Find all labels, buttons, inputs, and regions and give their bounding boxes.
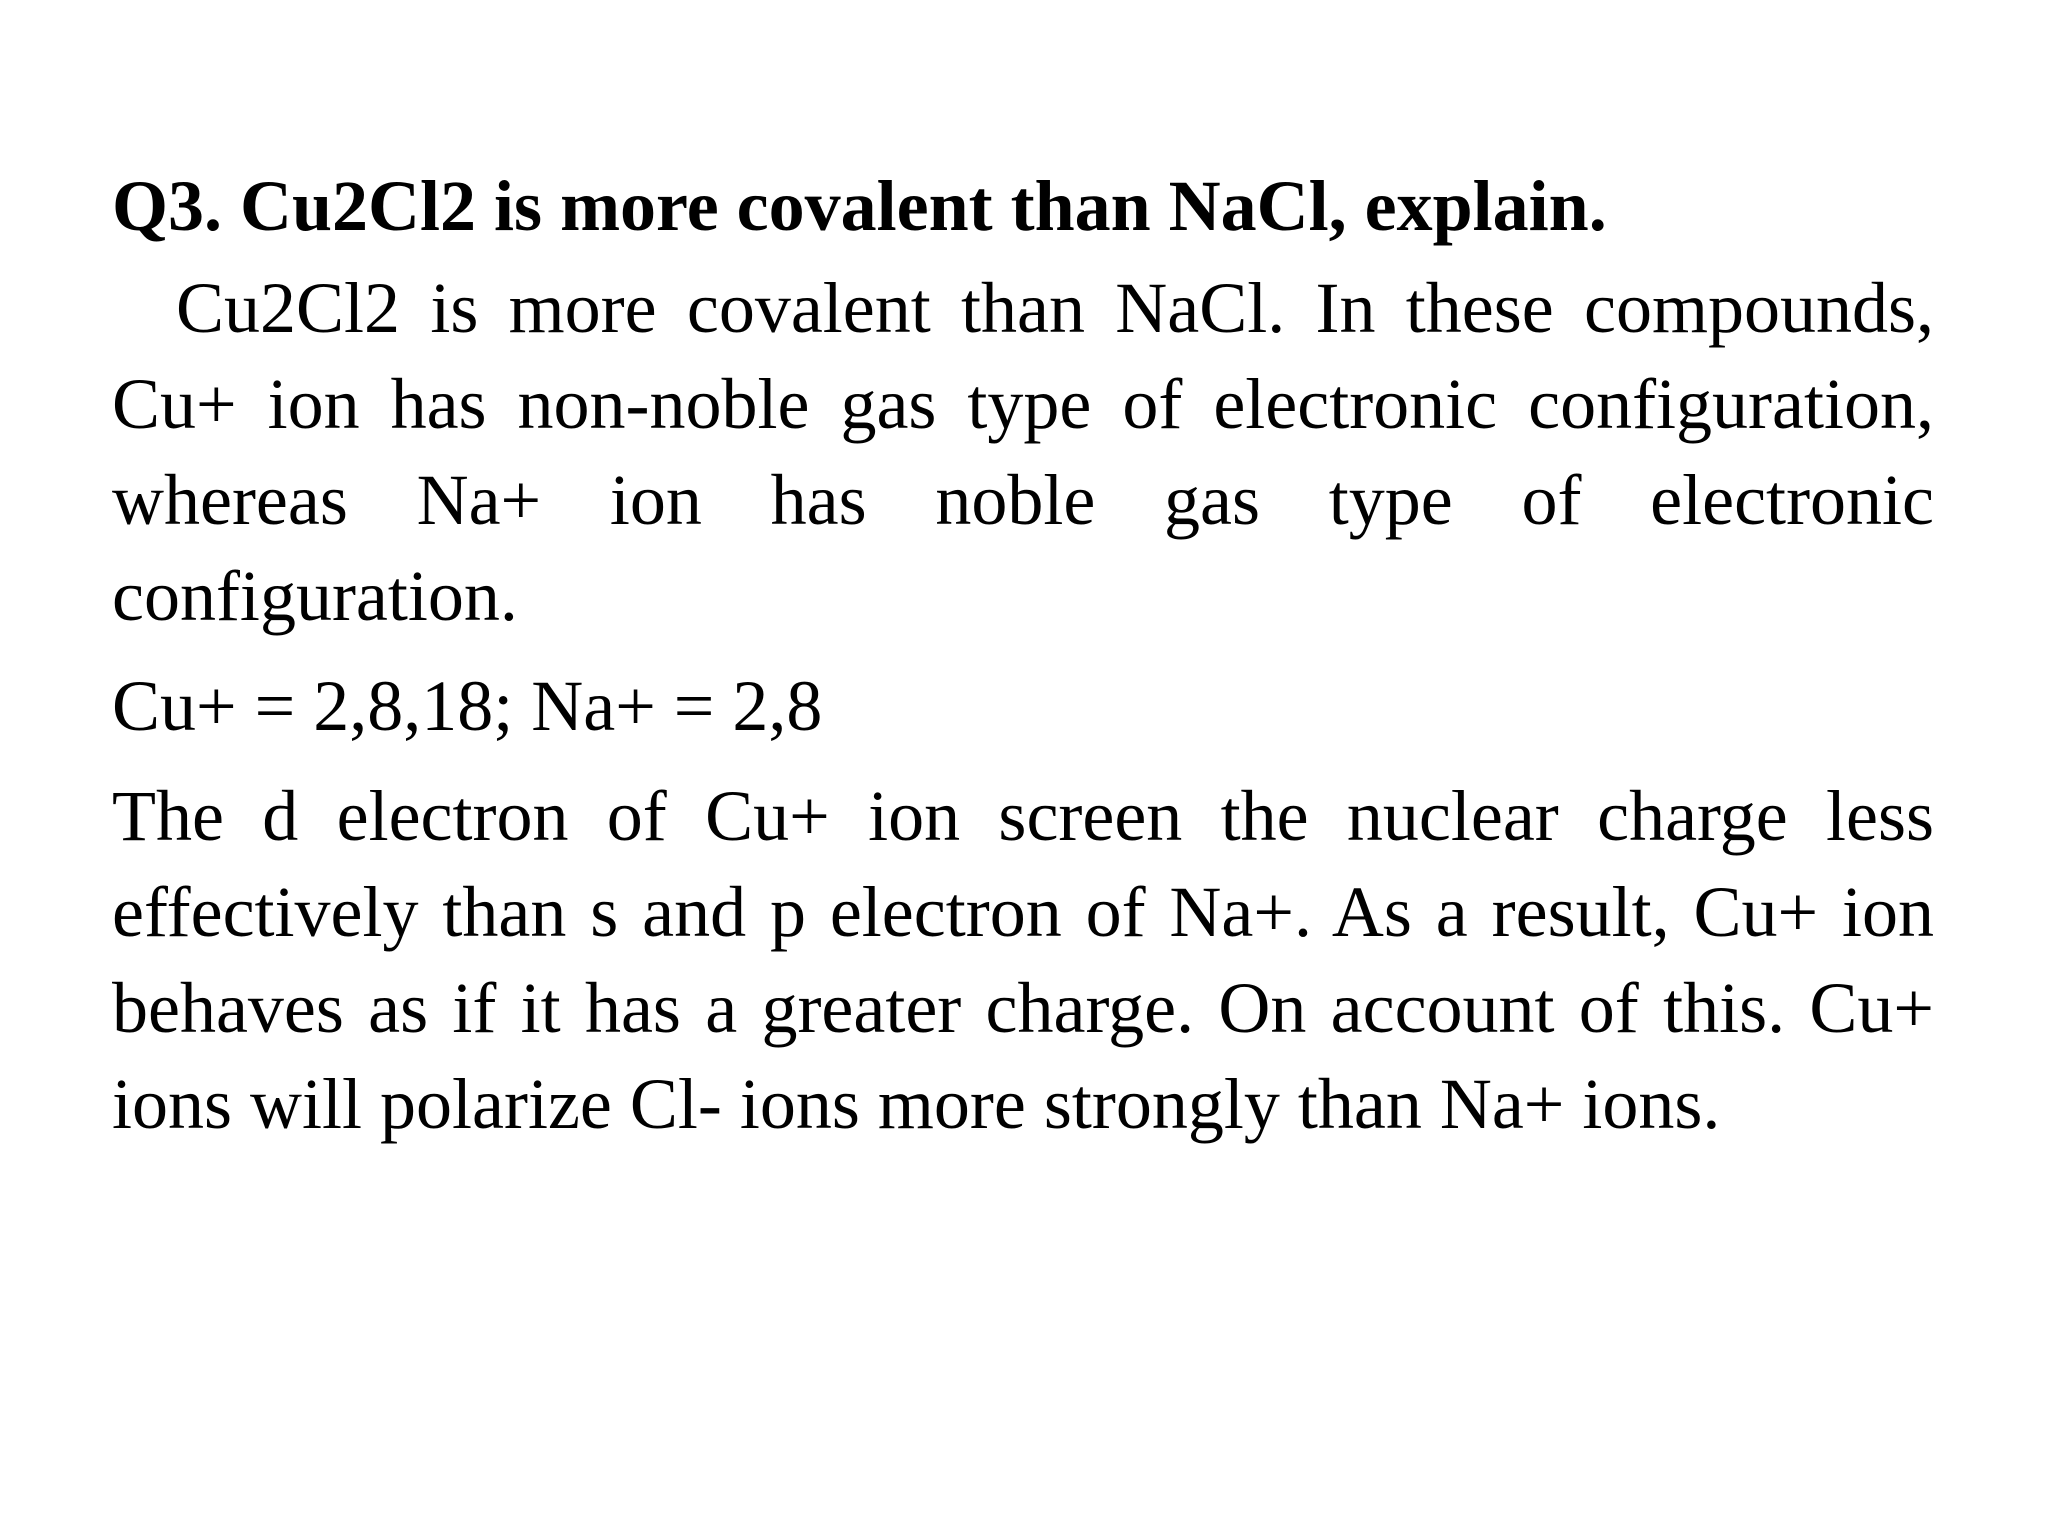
answer-paragraph-2: The d electron of Cu+ ion screen the nuclear charge less effectively than s and p electron of Na+. As a result, Cu+ ion behaves as if it has a greater charge. On account of this. Cu+ ions will polarize Cl- ions more strongly than Na+ ions.	[112, 776, 1934, 1144]
question-heading: Q3. Cu2Cl2 is more covalent than NaCl, explain.	[112, 166, 1607, 246]
answer-paragraph-1: Cu2Cl2 is more covalent than NaCl. In these compounds, Cu+ ion has non-noble gas type of electronic configuration, whereas Na+ ion has noble gas type of electronic configuration.	[112, 268, 1934, 636]
electronic-configuration-line: Cu+ = 2,8,18; Na+ = 2,8	[112, 666, 823, 746]
slide-content	[112, 158, 1934, 1152]
